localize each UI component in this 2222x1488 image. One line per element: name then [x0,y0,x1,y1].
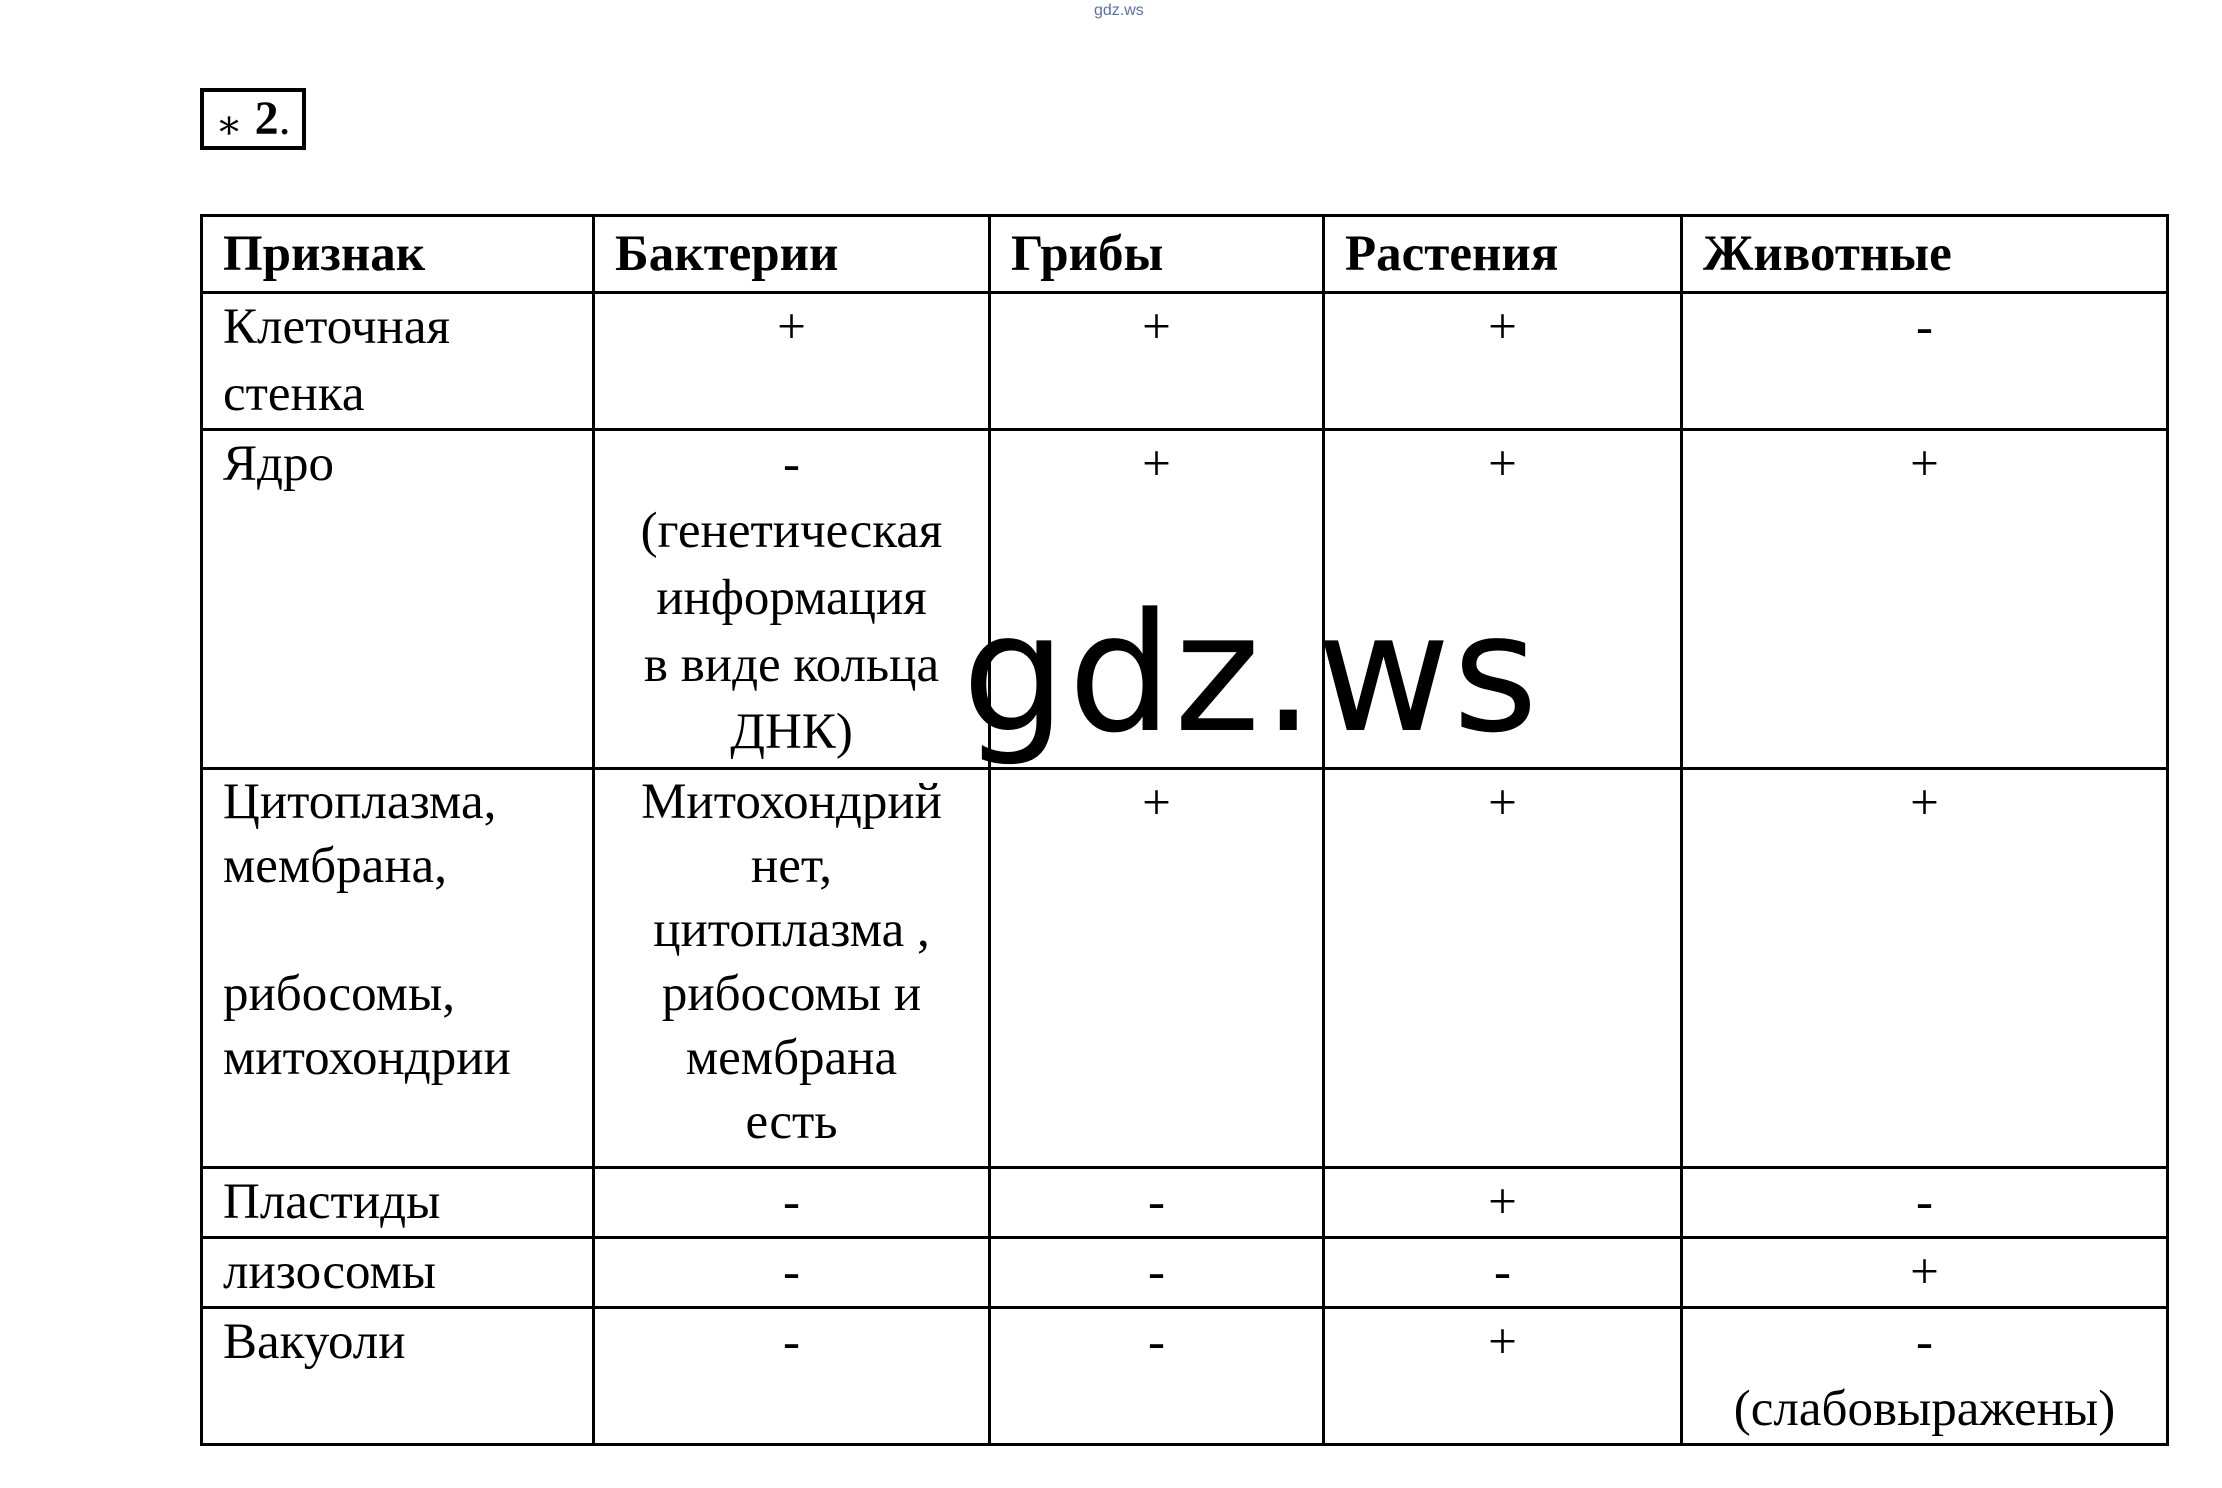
cell-animals: - [1682,293,2168,430]
cell-comparison-table [200,214,2169,1446]
cell-fungi: + [990,293,1324,430]
task-star: ∗ [215,102,243,147]
cell-plants: + [1324,1168,1682,1238]
header-fungi: Грибы [990,216,1324,293]
cell-plants: + [1324,769,1682,1168]
cell-animals: - (слабовыражены) [1682,1308,2168,1445]
row-feature: Клеточная стенка [202,293,594,430]
cell-bacteria: - [594,1168,990,1238]
table-row [202,1308,2168,1445]
cell-plants: - [1324,1238,1682,1308]
cell-animals: + [1682,769,2168,1168]
cell-bacteria: + [594,293,990,430]
row-feature: лизосомы [202,1238,594,1308]
row-feature: Ядро [202,430,594,769]
cell-plants: + [1324,293,1682,430]
table-row [202,769,2168,1168]
cell-bacteria: - (генетическая информация в виде кольца ДНК) [594,430,990,769]
cell-fungi: - [990,1168,1324,1238]
header-animals: Животные [1682,216,2168,293]
task-number: 2 [254,92,279,145]
cell-fungi: - [990,1238,1324,1308]
cell-animals: + [1682,430,2168,769]
cell-animals: + [1682,1238,2168,1308]
row-feature: Вакуоли [202,1308,594,1445]
watermark: gdz.ws [962,578,1540,769]
cell-bacteria: - [594,1308,990,1445]
cell-bacteria: - [594,1238,990,1308]
row-feature: Цитоплазма, мембрана, рибосомы, митохондрии [202,769,594,1168]
cell-animals: - [1682,1168,2168,1238]
cell-fungi: - [990,1308,1324,1445]
cell-bacteria: Митохондрий нет, цитоплазма , рибосомы и мембрана есть [594,769,990,1168]
cell-plants: + [1324,1308,1682,1445]
header-plants: Растения [1324,216,1682,293]
cell-fungi: + [990,430,1324,769]
cell-plants: + [1324,430,1682,769]
header-bacteria: Бактерии [594,216,990,293]
cell-fungi: + [990,769,1324,1168]
table-row [202,1238,2168,1308]
row-feature: Пластиды [202,1168,594,1238]
site-mark: gdz.ws [1094,2,1144,19]
task-dot: . [278,92,291,145]
table-row [202,293,2168,430]
table-row [202,1168,2168,1238]
header-feature: Признак [202,216,594,293]
table-row [202,430,2168,769]
task-number-box [200,88,306,150]
table-header-row [202,216,2168,293]
